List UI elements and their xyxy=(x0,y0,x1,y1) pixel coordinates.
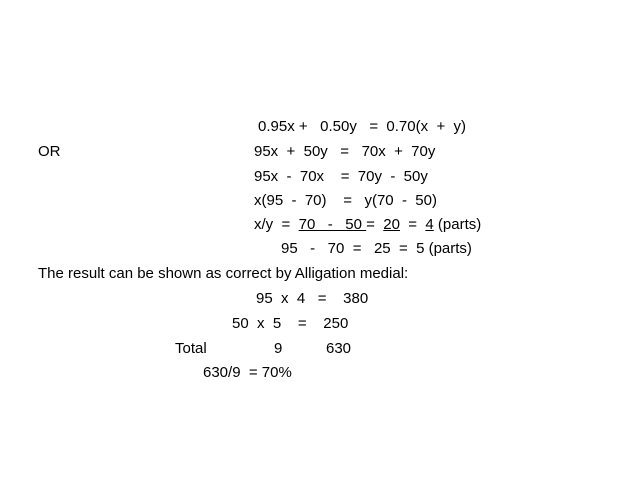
ratio-equals-2: = xyxy=(399,216,426,233)
equation-line-2: 95x + 50y = 70x + 70y xyxy=(254,143,436,160)
total-parts: 9 xyxy=(274,340,283,357)
ratio-numerator: 70 - 50 xyxy=(298,216,367,233)
ratio-prefix: x/y = xyxy=(254,216,299,233)
ratio-equals: = xyxy=(366,216,384,233)
calculation-line-1: 95 x 4 = 380 xyxy=(256,290,369,307)
equation-line-4: x(95 - 70) = y(70 - 50) xyxy=(254,192,437,209)
ratio-suffix: (parts) xyxy=(433,216,482,233)
calculation-line-2: 50 x 5 = 250 xyxy=(232,315,349,332)
equation-line-3: 95x - 70x = 70y - 50y xyxy=(254,168,428,185)
ratio-twenty: 20 xyxy=(383,216,400,233)
final-result: 630/9 = 70% xyxy=(203,364,292,381)
equation-line-1: 0.95x + 0.50y = 0.70(x + y) xyxy=(258,118,467,135)
equation-line-5 xyxy=(254,216,481,234)
total-value: 630 xyxy=(326,340,352,357)
total-label: Total xyxy=(175,340,207,357)
result-statement: The result can be shown as correct by Alligation medial: xyxy=(38,265,409,282)
equation-line-6: 95 - 70 = 25 = 5 (parts) xyxy=(281,240,472,257)
ratio-four: 4 xyxy=(425,216,434,233)
or-label: OR xyxy=(38,143,61,160)
